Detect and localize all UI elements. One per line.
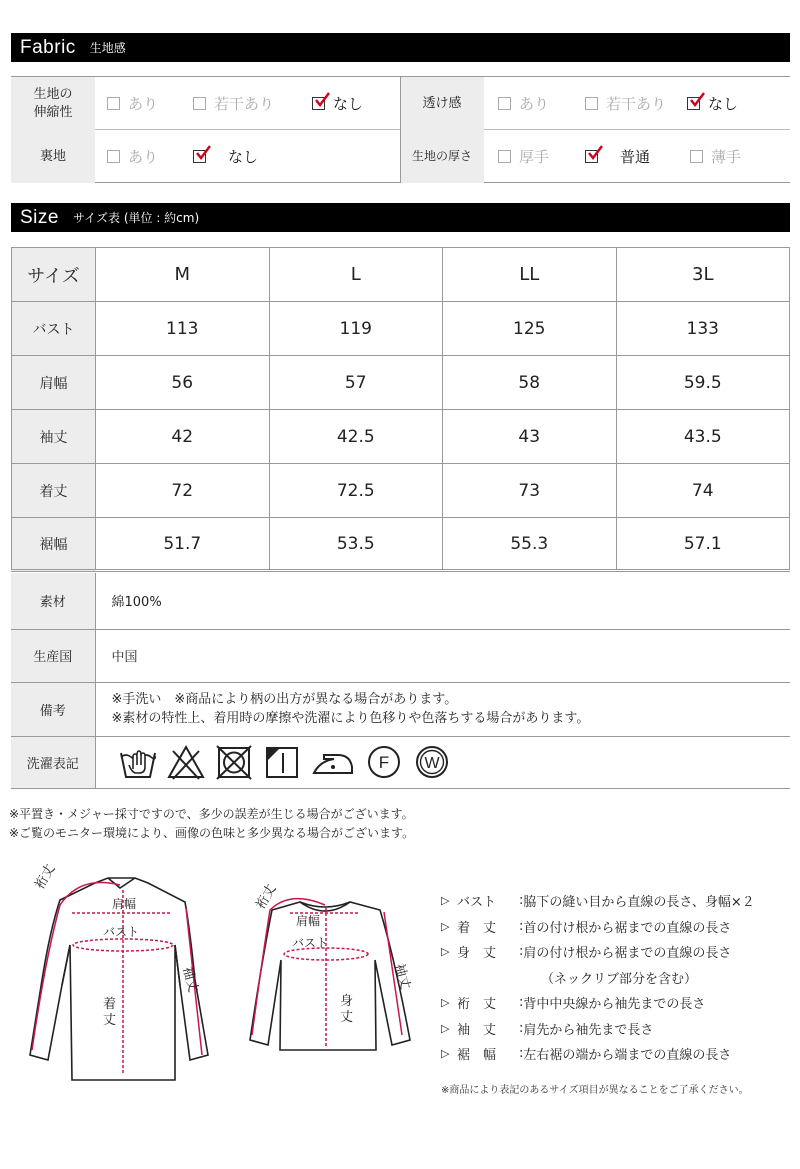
size-title-en: Size [20, 206, 59, 228]
option-label: 薄手 [711, 148, 742, 166]
legend-desc: 肩の付け根から裾までの直線の長さ [523, 946, 732, 962]
checked-checkbox-icon [193, 150, 206, 163]
option-label: 若干あり [214, 95, 275, 113]
washing-label: 洗濯表記 [11, 736, 95, 788]
check-mark-icon [587, 145, 603, 161]
size-header-cell: LL [443, 248, 617, 302]
legend-item: ▷ 袖 丈 : 肩先から袖先まで長さ [441, 1020, 654, 1038]
legend-desc: 左右裾の端から端までの直線の長さ [523, 1048, 732, 1064]
material-row [11, 573, 790, 629]
triangle-icon: ▷ [441, 894, 450, 908]
sheer-option-ari [498, 77, 549, 130]
size-section-header [11, 203, 790, 232]
dry-clean-f-icon [364, 743, 404, 781]
sheer-label-text: 透け感 [422, 95, 462, 111]
info-table [11, 573, 790, 789]
checkbox-icon [585, 97, 598, 110]
table-cell: 72 [96, 464, 270, 518]
no-tumble-dry-icon [214, 743, 254, 781]
stretch-label-line1: 生地の [33, 86, 73, 102]
diagram-label-bust: バスト [292, 936, 329, 950]
notes-line-2: ※素材の特性上、着用時の摩擦や洗濯により色移りや色落ちする場合があります。 [111, 711, 590, 726]
diagram-label-kitake-2: 丈 [103, 1013, 117, 1028]
stretch-label [11, 77, 95, 130]
legend-item: ▷ バスト : 脇下の縫い目から直線の長さ、身幅×２ [441, 893, 755, 911]
fabric-section-header [11, 33, 790, 62]
stretch-option-jakkan [193, 77, 274, 130]
footnote-2: ※ご覧のモニター環境により、画像の色味と多少異なる場合がございます。 [9, 826, 415, 840]
row-label: 裾幅 [12, 518, 96, 571]
table-cell: 56 [96, 356, 270, 410]
size-header-cell: L [269, 248, 443, 302]
material-label: 素材 [11, 573, 95, 629]
line-dry-shade-icon [262, 743, 302, 781]
legend-desc: 肩先から袖先まで長さ [523, 1022, 654, 1038]
diagram-label-mitake-1: 身 [340, 994, 354, 1009]
legend-desc: （ネックリブ部分を含む） [541, 971, 698, 987]
option-label: なし [333, 95, 364, 113]
origin-value: 中国 [95, 629, 790, 682]
table-cell: 42.5 [269, 410, 443, 464]
sheer-label [400, 77, 484, 130]
table-cell: 125 [443, 302, 617, 356]
diagram-label-katahaba: 肩幅 [112, 897, 137, 911]
fabric-title-en: Fabric [20, 36, 76, 58]
checked-checkbox-icon [585, 150, 598, 163]
thickness-option-atsude [498, 130, 549, 183]
row-label: 肩幅 [12, 356, 96, 410]
legend-key: 着 丈 [457, 920, 497, 936]
diagram-label-mitake-2: 丈 [340, 1010, 354, 1025]
table-cell: 55.3 [443, 518, 617, 571]
stretch-option-nashi [312, 77, 363, 130]
legend-desc: 背中中央線から袖先までの長さ [523, 997, 706, 1013]
iron-low-icon [310, 743, 356, 781]
size-table [11, 247, 790, 572]
fabric-table [11, 76, 790, 183]
table-cell: 73 [443, 464, 617, 518]
checkbox-icon [498, 150, 511, 163]
option-label: 普通 [620, 148, 651, 166]
option-label: なし [228, 148, 259, 166]
legend-key: 裄 丈 [457, 997, 497, 1013]
origin-label: 生産国 [11, 629, 95, 682]
hand-wash-icon [118, 743, 158, 781]
sheer-option-jakkan [585, 77, 666, 130]
checked-checkbox-icon [687, 97, 700, 110]
checkbox-icon [690, 150, 703, 163]
lining-option-ari [107, 130, 158, 183]
option-label: あり [128, 95, 159, 113]
washing-icons [95, 736, 790, 788]
legend-desc: 脇下の縫い目から直線の長さ、身幅×２ [523, 895, 755, 911]
option-label: 厚手 [519, 148, 550, 166]
jacket-measure-lines [32, 883, 202, 1076]
sheer-option-nashi [687, 77, 738, 130]
option-label: 若干あり [606, 95, 667, 113]
table-cell: 133 [616, 302, 790, 356]
material-value: 綿100% [95, 573, 790, 629]
legend-item: ▷ 着 丈 : 首の付け根から裾までの直線の長さ [441, 918, 732, 936]
notes-line-1: ※手洗い ※商品により柄の出方が異なる場合があります。 [111, 691, 458, 707]
thickness-label [400, 130, 484, 183]
diagram-label-sodetake: 袖丈 [391, 962, 413, 992]
legend-key: バスト [457, 895, 497, 911]
dry-clean-letter: F [378, 753, 389, 772]
table-cell: 119 [269, 302, 443, 356]
table-cell: 113 [96, 302, 270, 356]
legend-note: ※商品により表記のあるサイズ項目が異なることをご了承ください。 [441, 1085, 749, 1096]
size-title-jp: サイズ表 (単位 : 約cm) [72, 211, 200, 225]
table-cell: 51.7 [96, 518, 270, 571]
diagram-label-sodetake: 袖丈 [179, 965, 201, 995]
table-cell: 43 [443, 410, 617, 464]
thickness-option-futsu [585, 130, 650, 183]
check-mark-icon [195, 145, 211, 161]
checkbox-icon [107, 97, 120, 110]
row-label: 袖丈 [12, 410, 96, 464]
table-row [12, 302, 790, 356]
lining-option-nashi [193, 130, 258, 183]
row-label: バスト [12, 302, 96, 356]
diagram-label-katahaba: 肩幅 [296, 914, 321, 928]
size-header-cell: M [96, 248, 270, 302]
row-label: 着丈 [12, 464, 96, 518]
table-row [12, 464, 790, 518]
option-label: なし [708, 95, 739, 113]
checkbox-icon [193, 97, 206, 110]
size-header-cell: サイズ [12, 248, 96, 302]
triangle-icon: ▷ [441, 919, 450, 933]
no-bleach-icon [166, 743, 206, 781]
notes-label: 備考 [11, 682, 95, 736]
thickness-label-text: 生地の厚さ [411, 149, 472, 164]
measurement-legend [441, 888, 755, 1067]
table-row [12, 518, 790, 571]
table-cell: 57 [269, 356, 443, 410]
diagram-label-bust: バスト [103, 925, 140, 939]
table-cell: 53.5 [269, 518, 443, 571]
size-table-header [12, 248, 790, 302]
origin-row [11, 629, 790, 682]
notes-row [11, 682, 790, 736]
thickness-option-usude [690, 130, 741, 183]
diagram-label-kitake-1: 着 [103, 997, 117, 1012]
table-cell: 58 [443, 356, 617, 410]
table-cell: 42 [96, 410, 270, 464]
tshirt-measure-lines [252, 899, 402, 1046]
option-label: あり [128, 148, 159, 166]
table-cell: 59.5 [616, 356, 790, 410]
table-row [12, 356, 790, 410]
table-cell: 72.5 [269, 464, 443, 518]
checkbox-icon [498, 97, 511, 110]
checkbox-icon [107, 150, 120, 163]
triangle-icon: ▷ [441, 945, 450, 959]
option-label: あり [519, 95, 550, 113]
stretch-label-line2: 伸縮性 [33, 104, 73, 120]
lining-label [11, 130, 95, 183]
fabric-title-jp: 生地感 [89, 41, 126, 55]
table-cell: 43.5 [616, 410, 790, 464]
washing-row [11, 736, 790, 788]
check-mark-icon [314, 92, 330, 108]
legend-item: ▷ 身 丈 : 肩の付け根から裾までの直線の長さ [441, 944, 732, 962]
stretch-option-ari [107, 77, 158, 130]
legend-key: 身 丈 [457, 946, 497, 962]
checked-checkbox-icon [312, 97, 325, 110]
triangle-icon: ▷ [441, 1047, 450, 1061]
table-cell: 74 [616, 464, 790, 518]
table-row [12, 410, 790, 464]
legend-item: ▷ 裄 丈 : 背中中央線から袖先までの長さ [441, 995, 706, 1013]
lining-label-text: 裏地 [39, 148, 66, 164]
diagram-label-yuki: 裄丈 [253, 881, 280, 912]
legend-item-sub [441, 965, 755, 991]
wet-clean-letter: W [423, 755, 440, 772]
legend-key: 袖 丈 [457, 1022, 497, 1038]
legend-item: ▷ 裾 幅 : 左右裾の端から端までの直線の長さ [441, 1046, 732, 1064]
legend-key: 裾 幅 [457, 1048, 497, 1064]
diagram-label-yuki: 裄丈 [32, 861, 59, 892]
check-mark-icon [689, 92, 705, 108]
footnote-1: ※平置き・メジャー採寸ですので、多少の誤差が生じる場合がございます。 [9, 807, 414, 821]
size-header-cell: 3L [616, 248, 790, 302]
wet-clean-w-icon [412, 743, 452, 781]
table-cell: 57.1 [616, 518, 790, 571]
notes-value [95, 682, 790, 736]
triangle-icon: ▷ [441, 996, 450, 1010]
fabric-divider [400, 77, 401, 183]
triangle-icon: ▷ [441, 1021, 450, 1035]
legend-desc: 首の付け根から裾までの直線の長さ [523, 920, 732, 936]
